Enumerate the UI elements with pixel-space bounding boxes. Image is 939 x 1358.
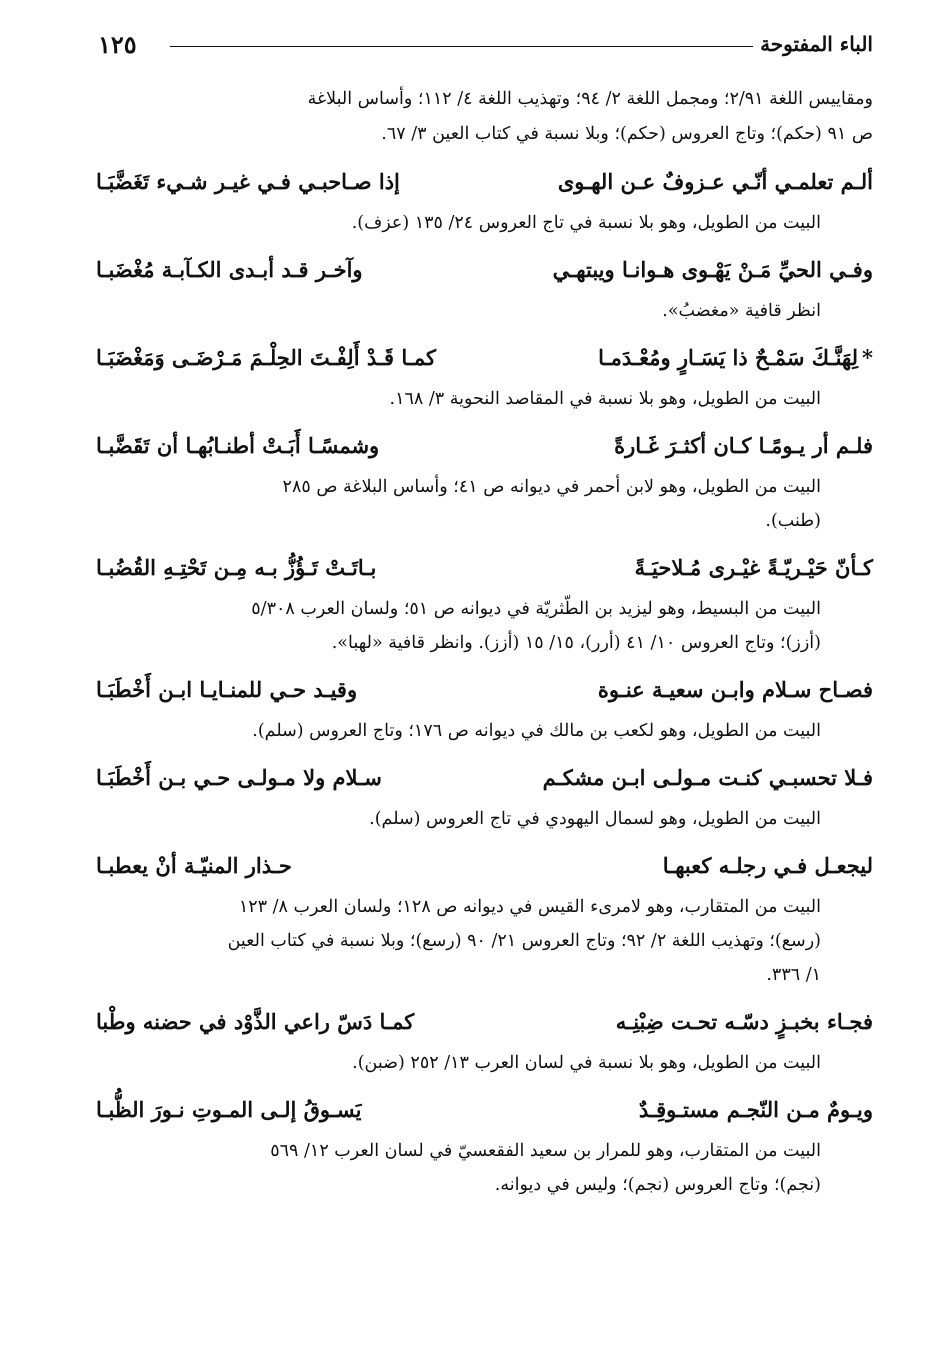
verse-line <box>96 1086 873 1134</box>
verse-second-hemistich: بـاتَـتْ تَـؤُزُّ بـه مِـن تَحْتِـهِ القُضُبـا <box>96 555 377 580</box>
verse-first-hemistich <box>663 842 873 890</box>
intro-line: ص ٩١ (حكم)؛ وتاج العروس (حكم)؛ وبلا نسبة في كتاب العين ٣/ ٦٧. <box>381 124 873 144</box>
verse-reference <box>96 714 873 748</box>
verse-line <box>96 422 873 470</box>
page-content <box>96 82 873 1204</box>
reference-line: البيت من الطويل، وهو لكعب بن مالك في ديوانه ص ١٧٦؛ وتاج العروس (سلم). <box>252 721 821 741</box>
verse-first-hemistich <box>598 334 873 382</box>
verse-first-hemistich <box>543 754 873 802</box>
verse-reference <box>96 206 873 240</box>
reference-line: (رسع)؛ وتهذيب اللغة ٢/ ٩٢؛ وتاج العروس ٢١/ ٩٠ (رسع)؛ وبلا نسبة في كتاب العين <box>227 931 821 951</box>
verse-reference <box>96 294 873 328</box>
verse-first-hemistich <box>614 422 873 470</box>
hemistich-text: ألـم تعلمـي أنّـي عـزوفٌ عـن الهـوى <box>557 169 873 194</box>
verse-reference <box>96 890 873 992</box>
verse-first-hemistich <box>558 158 873 206</box>
verse-first-hemistich <box>635 544 873 592</box>
hemistich-text: ويـومٌ مـن النّجـم مستـوقِـدٌ <box>638 1097 873 1122</box>
reference-line: البيت من الطويل، وهو لسمال اليهودي في تاج العروس (سلم). <box>369 809 821 829</box>
verse-line <box>96 666 873 714</box>
verse-line <box>96 334 873 382</box>
verse-entry <box>96 158 873 240</box>
verse-line <box>96 842 873 890</box>
verse-entry <box>96 1086 873 1202</box>
reference-line: البيت من المتقارب، وهو للمرار بن سعيد الفقعسيّ في لسان العرب ١٢/ ٥٦٩ <box>270 1141 821 1161</box>
reference-line: البيت من الطويل، وهو بلا نسبة في لسان العرب ١٣/ ٢٥٢ (ضبن). <box>352 1053 821 1073</box>
verse-line <box>96 544 873 592</box>
verse-entries <box>96 158 873 1202</box>
verse-entry <box>96 754 873 836</box>
verse-second-hemistich: سـلام ولا مـولـى حـي بـن أَخْطَبَـا <box>96 765 382 790</box>
verse-reference <box>96 470 873 538</box>
reference-line: (نجم)؛ وتاج العروس (نجم)؛ وليس في ديوانه. <box>494 1175 821 1195</box>
verse-entry <box>96 334 873 416</box>
reference-line: انظر قافية «مغضبُ». <box>662 301 821 321</box>
asterisk-marker: * <box>862 345 873 370</box>
verse-entry <box>96 842 873 992</box>
reference-line: ١/ ٣٣٦. <box>766 965 821 985</box>
verse-second-hemistich: وقيـد حـي للمنـايـا ابـن أَخْطَبَـا <box>96 677 358 702</box>
intro-line: ومقاييس اللغة ٢/٩١؛ ومجمل اللغة ٢/ ٩٤؛ وتهذيب اللغة ٤/ ١١٢؛ وأساس البلاغة <box>307 89 873 109</box>
reference-line: البيت من الطويل، وهو بلا نسبة في المقاصد النحوية ٣/ ١٦٨. <box>389 389 821 409</box>
verse-reference <box>96 592 873 660</box>
hemistich-text: كـأنّ حَيْـريّـةً غيْـرى مُـلاحيَـةً <box>634 555 873 580</box>
verse-second-hemistich: وشمسًـا أَبَـتْ أطنـابُهـا أن تَقَضَّبـا <box>96 433 380 458</box>
verse-first-hemistich <box>553 246 873 294</box>
verse-entry <box>96 666 873 748</box>
verse-second-hemistich: إذا صـاحبـي فـي غيـر شـيء تَغَضَّبَـا <box>96 169 400 194</box>
verse-second-hemistich: وآخـر قـد أبـدى الكـآبـة مُغْضَبـا <box>96 257 363 282</box>
hemistich-text: فلـم أر يـومًـا كـان أكثـرَ غَـارةً <box>614 433 873 458</box>
hemistich-text: فـلا تحسبـي كنـت مـولـى ابـن مشكـم <box>542 765 873 790</box>
verse-second-hemistich: يَسـوقُ إلـى المـوتِ نـورَ الظُّبـا <box>96 1097 362 1122</box>
verse-entry <box>96 544 873 660</box>
verse-reference <box>96 382 873 416</box>
hemistich-text: فصـاح سـلام وابـن سعيـة عنـوة <box>597 677 873 702</box>
verse-line <box>96 246 873 294</box>
reference-line: (طنب). <box>765 511 821 531</box>
verse-first-hemistich <box>639 1086 873 1134</box>
reference-line: البيت من الطويل، وهو لابن أحمر في ديوانه ص ٤١؛ وأساس البلاغة ص ٢٨٥ <box>282 477 821 497</box>
intro-paragraph <box>96 82 873 152</box>
verse-entry <box>96 998 873 1080</box>
reference-line: (أزز)؛ وتاج العروس ١٠/ ٤١ (أرر)، ١٥/ ١٥ (أزز). وانظر قافية «لهبا». <box>331 633 821 653</box>
verse-second-hemistich: كمـا دَسّ راعي الذَّوْد في حضنه وطْبا <box>96 1009 415 1034</box>
hemistich-text: وفـي الحيِّ مَـنْ يَهْـوى هـوانـا ويبتهـي <box>552 257 873 282</box>
verse-reference <box>96 1046 873 1080</box>
reference-line: البيت من المتقارب، وهو لامرىء القيس في ديوانه ص ١٢٨؛ ولسان العرب ٨/ ١٢٣ <box>238 897 821 917</box>
page-header <box>98 30 873 64</box>
verse-first-hemistich <box>598 666 873 714</box>
verse-reference <box>96 1134 873 1202</box>
header-rule <box>170 46 753 47</box>
verse-line <box>96 158 873 206</box>
verse-line <box>96 754 873 802</box>
hemistich-text: فجـاء بخبـزٍ دسّـه تحـت ضِبْنِـه <box>615 1009 873 1034</box>
reference-line: البيت من البسيط، وهو ليزيد بن الطّثريّة في ديوانه ص ٥١؛ ولسان العرب ٥/٣٠٨ <box>251 599 821 619</box>
verse-entry <box>96 246 873 328</box>
verse-reference <box>96 802 873 836</box>
reference-line: البيت من الطويل، وهو بلا نسبة في تاج العروس ٢٤/ ١٣٥ (عزف). <box>351 213 821 233</box>
verse-second-hemistich: حـذار المنيّـة أنْ يعطبـا <box>96 853 292 878</box>
hemistich-text: ليجعـل فـي رجلـه كعبهـا <box>662 853 873 878</box>
verse-first-hemistich <box>616 998 873 1046</box>
verse-line <box>96 998 873 1046</box>
running-head: الباء المفتوحة <box>760 32 873 56</box>
page-number: ١٢٥ <box>98 30 137 59</box>
verse-entry <box>96 422 873 538</box>
hemistich-text: لِهَنَّـكَ سَمْـحٌ ذا يَسَـارٍ ومُعْـدَمـا <box>598 345 859 370</box>
verse-second-hemistich: كمـا قَـدْ أَلِفْـتَ الحِلْـمَ مَـرْضَـى وَمَغْضَبَـا <box>96 345 437 370</box>
